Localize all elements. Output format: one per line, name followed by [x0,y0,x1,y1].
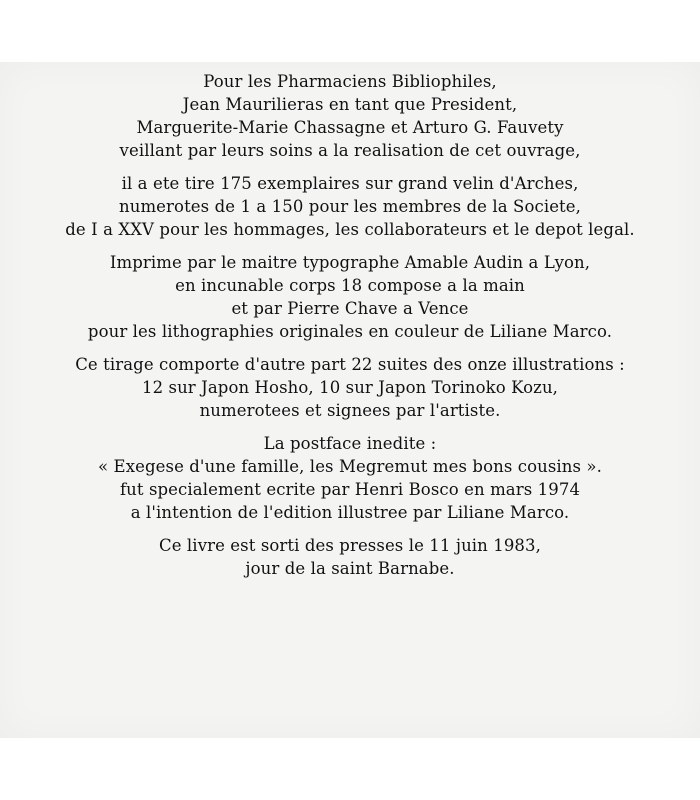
text-line: fut specialement ecrite par Henri Bosco en mars 1974 [119,480,581,499]
text-line: Ce tirage comporte d'autre part 22 suites des onze illustrations : [75,355,625,374]
paragraph-date [0,534,700,580]
text-line: Jean Maurilieras en tant que President, [182,95,518,114]
text-line: numerotes de 1 a 150 pour les membres de la Societe, [118,197,581,216]
text-line: il a ete tire 175 exemplaires sur grand velin d'Arches, [121,174,579,193]
text-line: numerotees et signees par l'artiste. [199,401,501,420]
paragraph-suites [0,353,700,422]
text-line: Pour les Pharmaciens Bibliophiles, [203,72,497,91]
text-line: « Exegese d'une famille, les Megremut mes bons cousins ». [98,457,602,476]
text-line: Imprime par le maitre typographe Amable Audin a Lyon, [109,253,591,272]
text-line: La postface inedite : [263,434,437,453]
text-line: Ce livre est sorti des presses le 11 juin 1983, [159,536,541,555]
text-line: en incunable corps 18 compose a la main [175,276,525,295]
text-line: de I a XXV pour les hommages, les collaborateurs et le depot legal. [65,220,635,239]
paragraph-print-run [0,172,700,241]
text-line: veillant par leurs soins a la realisation de cet ouvrage, [119,141,581,160]
text-line: jour de la saint Barnabe. [245,559,455,578]
text-line: pour les lithographies originales en couleur de Liliane Marco. [87,322,613,341]
paragraph-postface [0,432,700,524]
text-line: Marguerite-Marie Chassagne et Arturo G. Fauvety [136,118,564,137]
text-line: a l'intention de l'edition illustree par Liliane Marco. [130,503,570,522]
paragraph-printer [0,251,700,343]
text-line: et par Pierre Chave a Vence [231,299,469,318]
text-line: 12 sur Japon Hosho, 10 sur Japon Torinoko Kozu, [141,378,559,397]
paragraph-society [0,70,700,162]
colophon-text [0,70,700,590]
